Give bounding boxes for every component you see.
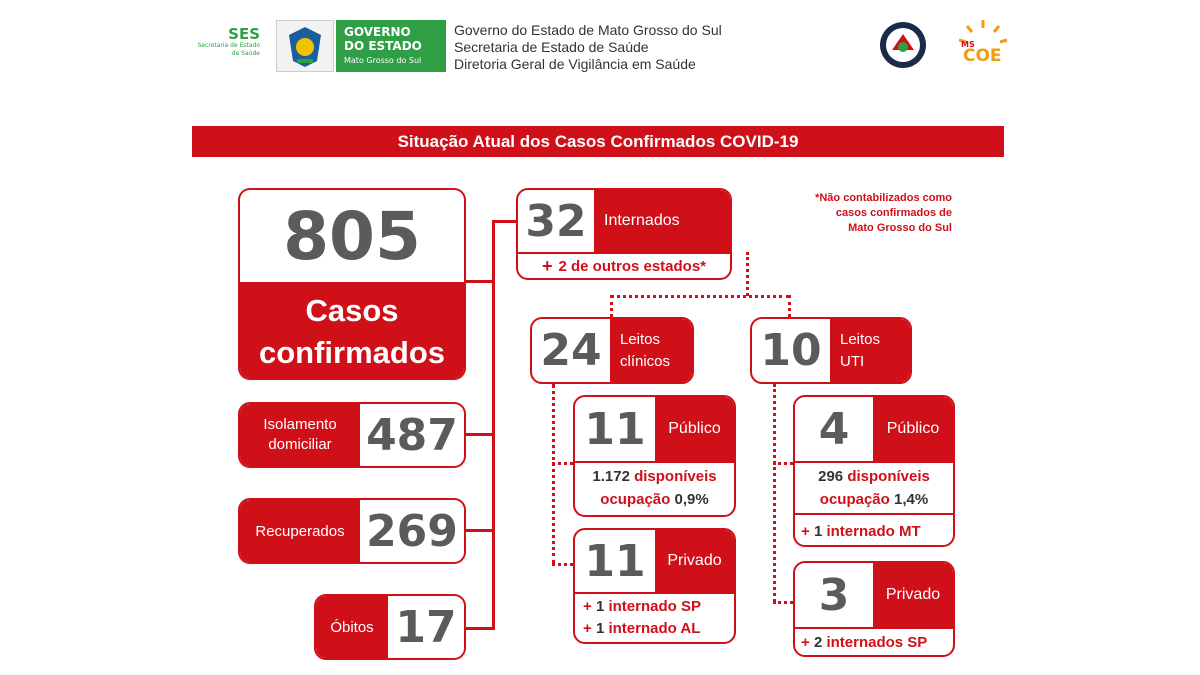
icu-beds-card [750,317,912,384]
footnote-line3: Mato Grosso do Sul [848,222,952,234]
hospitalized-label: Internados [604,212,680,229]
confirmed-label-panel [240,282,464,380]
clinical-public-details [575,461,734,511]
connector-from-confirmed [466,280,493,283]
gov-line2: DO ESTADO [344,39,422,53]
clinical-occupancy-val: 0,9% [674,491,709,508]
government-logo [336,20,446,72]
hospitalized-extra: 2 de outros estados* [558,257,707,275]
dotted-icu-branch [773,384,776,602]
clinical-label-line2: clínicos [620,353,671,370]
state-coat-of-arms-icon [276,20,334,72]
connector-from-isolation [466,433,493,436]
icu-label-panel [830,319,910,382]
plus-icon: + [541,255,553,276]
isolation-card [238,402,466,468]
clinical-available-txt: disponíveis [634,468,717,485]
icu-label-line2: UTI [840,353,865,370]
hospitalized-extra-row [518,252,730,278]
header-title-line2: Secretaria de Estado de Saúde [454,39,649,55]
icu-available-txt: disponíveis [847,468,930,485]
clinical-private-n1: 1 [595,598,605,615]
isolation-label-line1: Isolamento [263,416,337,433]
clinical-beds-card [530,317,694,384]
clinical-private-card [573,528,736,644]
recovered-label: Recuperados [255,522,345,540]
dotted-to-icu [788,295,791,317]
clinical-public-label: Público [668,420,721,437]
dotted-horizontal-beds [610,295,790,298]
icu-value: 10 [760,325,822,376]
health-seal-icon [878,20,928,70]
plus-icon: + [583,620,592,637]
connector-to-hospitalized [492,220,516,223]
plus-icon: + [583,598,592,615]
recovered-card [238,498,466,564]
plus-icon: + [801,522,810,540]
icu-public-n: 1 [813,522,823,540]
ses-subtitle: Secretaria de Estado de Saúde [197,42,260,57]
dotted-to-clinical [610,295,613,317]
header-title [454,22,722,73]
icu-label-line1: Leitos [840,331,881,348]
coe-logo [955,18,1011,74]
dotted-from-hospitalized [746,252,749,296]
clinical-value: 24 [540,325,602,376]
icu-public-label-panel [873,397,953,461]
icu-private-label-panel [873,563,953,627]
coe-text: COE [963,46,1002,66]
confirmed-cases-card [238,188,466,380]
footnote-line1: *Não contabilizados como [815,192,952,204]
icu-available-num: 296 [818,468,844,485]
confirmed-label-line2: confirmados [258,335,446,370]
icu-private-n: 2 [813,633,823,651]
recovered-label-panel [240,500,360,562]
header-title-line3: Diretoria Geral de Vigilância em Saúde [454,56,696,72]
gov-line3: Mato Grosso do Sul [344,56,422,65]
clinical-private-line1: internado SP [608,598,701,615]
deaths-label: Óbitos [330,618,374,636]
banner-title: Situação Atual dos Casos Confirmados COVID-19 [397,131,799,151]
clinical-private-label: Privado [667,552,722,569]
footnote-line2: casos confirmados de [835,207,952,219]
icu-private-extra: internados SP [826,633,928,651]
clinical-public-card [573,395,736,517]
gov-line1: GOVERNO [344,25,411,39]
plus-icon: + [801,633,810,651]
isolation-value: 487 [366,409,458,461]
clinical-public-label-panel [655,397,734,461]
icu-public-value: 4 [818,403,850,455]
ses-logo-text: SES [228,25,260,43]
dotted-clinical-to-public [552,462,573,465]
deaths-label-panel [316,596,388,658]
recovered-value: 269 [366,505,458,557]
icu-public-label: Público [886,420,940,437]
icu-public-extra-row [795,513,953,547]
icu-private-card [793,561,955,657]
icu-public-card [793,395,955,547]
dotted-icu-to-public [773,462,793,465]
connector-from-deaths [466,627,493,630]
hospitalized-value: 32 [525,195,587,247]
hospitalized-card [516,188,732,280]
connector-from-recovered [466,529,493,532]
clinical-private-label-panel [655,530,734,592]
clinical-private-n2: 1 [595,620,605,637]
confirmed-label-line1: Casos [305,293,399,328]
confirmed-value: 805 [283,197,421,275]
title-banner [192,126,1004,157]
isolation-label-line2: domiciliar [268,436,332,453]
dotted-clinical-to-private [552,563,573,566]
hospitalized-label-panel [594,190,730,252]
icu-private-value: 3 [818,569,850,621]
dotted-clinical-branch [552,384,555,564]
clinical-label-line1: Leitos [620,331,661,348]
deaths-value: 17 [395,601,457,653]
footnote [770,191,952,236]
icu-private-extra-row [795,627,953,655]
ses-logo [190,26,260,66]
clinical-private-value: 11 [584,535,646,587]
clinical-private-details [575,592,734,640]
dotted-icu-to-private [773,601,793,604]
icu-occupancy-txt: ocupação [819,491,890,508]
icu-public-details [795,461,953,511]
clinical-label-panel [610,319,692,382]
clinical-available-num: 1.172 [592,468,630,485]
icu-private-label: Privado [885,586,941,603]
deaths-card [314,594,466,660]
clinical-public-value: 11 [584,403,646,455]
icu-public-extra: internado MT [826,522,921,540]
icu-occupancy-val: 1,4% [894,491,929,508]
coe-ms: MS [961,40,975,49]
header-title-line1: Governo do Estado de Mato Grosso do Sul [454,22,722,38]
clinical-occupancy-txt: ocupação [600,491,671,508]
clinical-private-line2: internado AL [608,620,701,637]
isolation-label-panel [240,404,360,466]
